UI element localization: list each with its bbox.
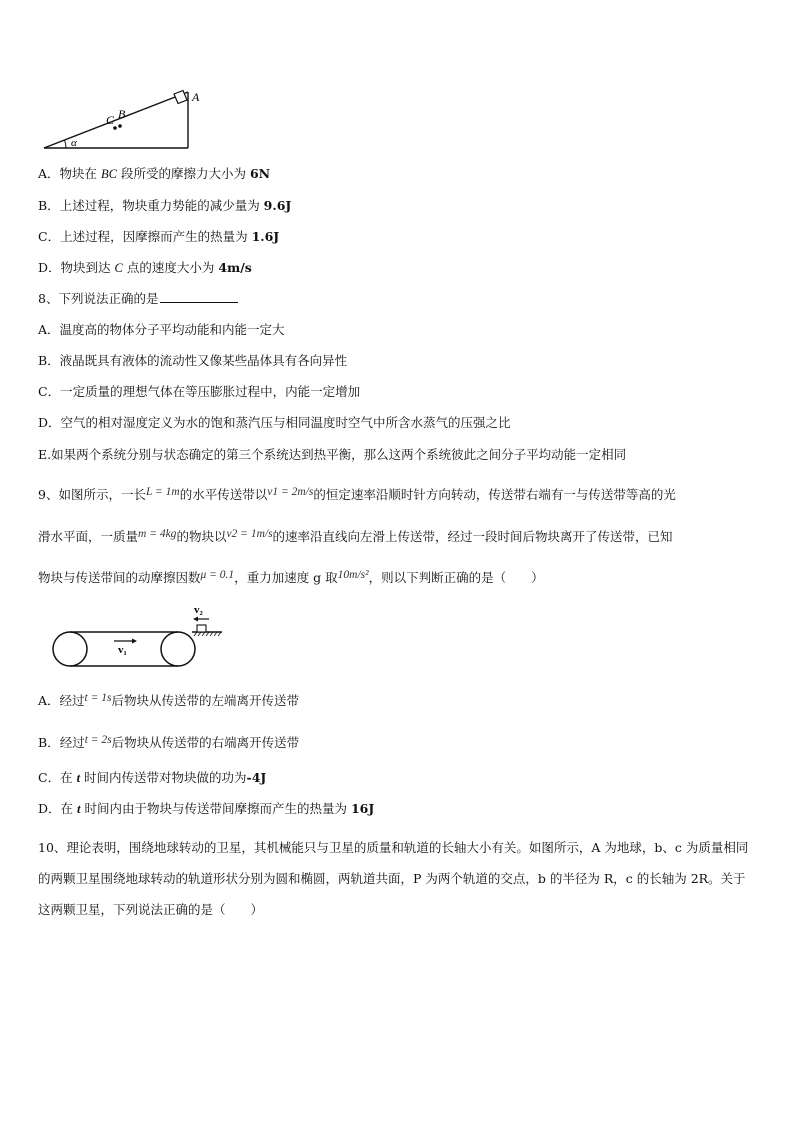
option-text: 经过 [59,693,85,708]
math-time: t = 2s [84,734,112,746]
q9-option-c[interactable] [38,769,266,787]
stem-text: ，则以下判断正确的是（ ） [368,570,544,585]
conveyor-figure [48,603,226,671]
option-letter: B． [38,735,60,750]
math-length: L = 1m [145,486,180,498]
option-text: 在 [60,801,78,816]
incline-figure [40,84,215,154]
option-value: 4m/s [218,260,252,275]
right-pulley [161,632,195,666]
math-g: 10m/s² [337,569,369,581]
math-v2: v2 = 1m/s [226,528,273,540]
stem-text: 的恒定速率沿顺时针方向转动，传送带右端有一与传送带等高的光 [313,487,676,502]
q9-stem-line2 [38,528,673,547]
option-text: 物块在 [59,166,102,181]
v2-arrowhead [193,617,198,622]
stem-text: 的水平传送带以 [179,487,268,502]
option-italic: C [114,261,123,275]
incline-slope [44,92,188,148]
q8-option-b[interactable]: B．液晶既具有液体的流动性又像某些晶体具有各向异性 [38,353,348,368]
q9-option-a[interactable] [38,692,299,711]
q9-stem-line1 [38,486,676,505]
q9-option-d[interactable] [38,800,374,818]
point-b [118,124,122,128]
q8-stem [38,290,238,308]
option-text: 上述过程，物块重力势能的减少量为 [59,198,264,213]
option-text: 段所受的摩擦力大小为 [117,166,250,181]
option-text: 时间内由于物块与传送带间摩擦而产生的热量为 [80,801,351,816]
label-b: B [118,107,126,121]
stem-text: 的物块以 [176,529,227,544]
v1-arrowhead [132,639,137,644]
option-text: 时间内传送带对物块做的功为 [80,770,247,785]
stem-text: 的速率沿直线向左滑上传送带，经过一段时间后物块离开了传送带，已知 [272,529,673,544]
q8-option-c[interactable]: C．一定质量的理想气体在等压膨胀过程中，内能一定增加 [38,384,361,399]
q10-stem: 10、理论表明，围绕地球转动的卫星，其机械能只与卫星的质量和轨道的长轴大小有关。如图所示，A 为地球，b、c 为质量相同的两颗卫星围绕地球转动的轨道形状分别为圆和椭圆，两轨道共面，P 为两个轨道的交点，b 的半径为 R，c 的长轴为 2R。关于这两颗卫星，下列说法正确的是（ ） [38,840,749,917]
q8-option-a[interactable]: A．温度高的物体分子平均动能和内能一定大 [38,322,285,337]
q9-option-b[interactable] [38,734,299,753]
option-value: -4J [246,770,267,785]
math-mu: μ = 0.1 [200,569,235,581]
math-v1: v1 = 2m/s [267,486,314,498]
v1-label: v₁ [118,644,127,656]
stem-text: 滑水平面，一质量 [38,529,139,544]
block-on-platform [197,625,206,632]
q9-stem-line3 [38,569,544,588]
math-mass: m = 4kg [138,528,177,540]
answer-blank[interactable] [160,302,238,303]
stem-text: 物块与传送带间的动摩擦因数 [38,570,201,585]
q7-option-d[interactable] [38,259,252,277]
q7-option-a[interactable] [38,165,270,183]
option-letter: D． [38,801,61,816]
option-italic: t [77,802,81,816]
option-letter: B． [38,198,60,213]
option-letter: D． [38,260,61,275]
option-value: 6N [249,166,271,181]
option-value: 1.6J [251,229,280,244]
option-text: 上述过程，因摩擦而产生的热量为 [60,229,252,244]
stem-text: 9、如图所示，一长 [38,487,146,502]
option-value: 16J [350,801,375,816]
option-text: 后物块从传送带的右端离开传送带 [111,735,300,750]
option-text: 在 [60,770,77,785]
option-letter: A． [38,693,60,708]
option-text: 经过 [59,735,85,750]
stem-text: ，重力加速度 g 取 [234,570,338,585]
option-text: 点的速度大小为 [122,260,219,275]
option-text: 物块到达 [60,260,115,275]
label-c: C [106,113,115,127]
option-letter: A． [38,166,60,181]
label-alpha: α [71,137,77,149]
q8-option-d[interactable]: D．空气的相对湿度定义为水的饱和蒸汽压与相同温度时空气中所含水蒸气的压强之比 [38,415,511,430]
option-letter: C． [38,770,61,785]
option-italic: t [76,771,81,785]
angle-arc [65,140,67,148]
option-value: 9.6J [263,198,292,213]
option-letter: C． [38,229,61,244]
question-stem: 8、下列说法正确的是 [38,291,159,306]
left-pulley [53,632,87,666]
q7-option-c[interactable] [38,228,279,246]
label-a: A [192,90,200,104]
option-text: 后物块从传送带的左端离开传送带 [111,693,299,708]
math-time: t = 1s [84,692,112,704]
v2-label: v₂ [194,604,203,616]
option-italic: BC [101,167,117,181]
q8-option-e[interactable]: E.如果两个系统分别与状态确定的第三个系统达到热平衡，那么这两个系统彼此之间分子平均动能一定相同 [38,447,627,462]
q7-option-b[interactable] [38,197,291,215]
